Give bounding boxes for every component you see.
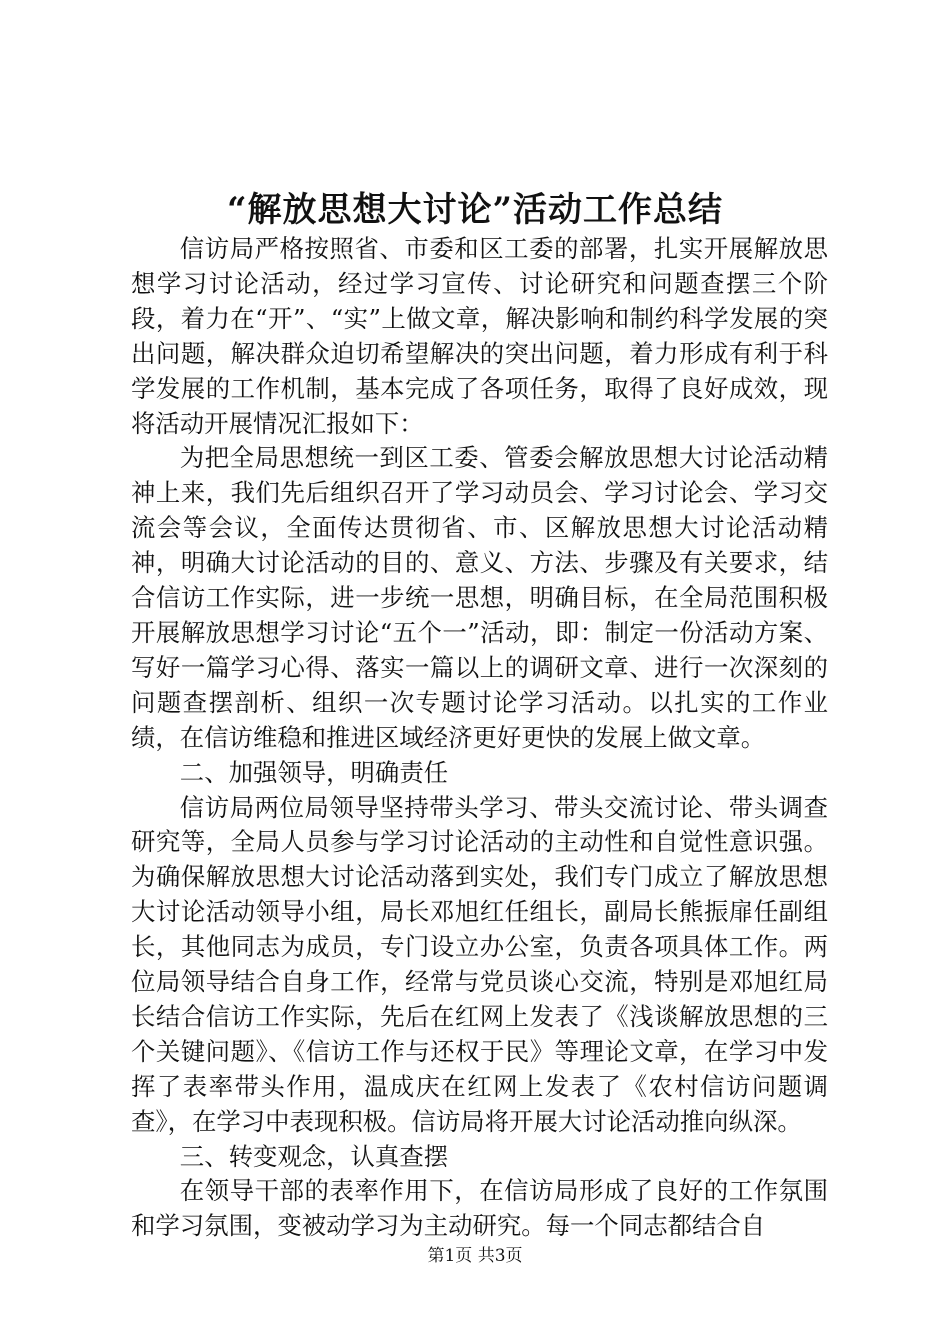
page-footer: 第1页 共3页 xyxy=(427,1246,523,1266)
section-heading-leadership: 二、加强领导，明确责任 xyxy=(179,757,449,787)
paragraph-change-concepts: 在领导干部的表率作用下，在信访局形成了良好的工作氛围和学习氛围，变被动学习为主动研究。每一个同志都结合自 xyxy=(131,1176,828,1241)
paragraph-leadership: 信访局两位局领导坚持带头学习、带头交流讨论、带头调查研究等，全局人员参与学习讨论活动的主动性和自觉性意识强。为确保解放思想大讨论活动落到实处，我们专门成立了解放思想大讨论活动领导小组，局长邓旭红任组长，副局长熊振扉任副组长，其他同志为成员，专门设立办公室，负责各项具体工作。两位局领导结合自身工作，经常与党员谈心交流，特别是邓旭红局长结合信访工作实际，先后在红网上发表了《浅谈解放思想的三个关键问题》、《信访工作与还权于民》等理论文章，在学习中发挥了表率带头作用，温成庆在红网上发表了《农村信访问题调查》，在学习中表现积极。信访局将开展大讨论活动推向纵深。 xyxy=(131,792,828,1136)
paragraph-intro: 信访局严格按照省、市委和区工委的部署，扎实开展解放思想学习讨论活动，经过学习宣传、讨论研究和问题查摆三个阶段，着力在“开”、“实”上做文章，解决影响和制约科学发展的突出问题，解决群众迫切希望解决的突出问题，着力形成有利于科学发展的工作机制，基本完成了各项任务，取得了良好成效，现将活动开展情况汇报如下： xyxy=(131,234,828,438)
document-title: “解放思想大讨论”活动工作总结 xyxy=(226,190,724,230)
section-heading-change-concepts: 三、转变观念，认真查摆 xyxy=(179,1141,449,1171)
document-body xyxy=(131,232,828,1244)
paragraph-unify-thinking: 为把全局思想统一到区工委、管委会解放思想大讨论活动精神上来，我们先后组织召开了学习动员会、学习讨论会、学习交流会等会议，全面传达贯彻省、市、区解放思想大讨论活动精神，明确大讨论活动的目的、意义、方法、步骤及有关要求，结合信访工作实际，进一步统一思想，明确目标，在全局范围积极开展解放思想学习讨论“五个一”活动，即：制定一份活动方案、写好一篇学习心得、落实一篇以上的调研文章、进行一次深刻的问题查摆剖析、组织一次专题讨论学习活动。以扎实的工作业绩，在信访维稳和推进区域经济更好更快的发展上做文章。 xyxy=(131,443,828,752)
